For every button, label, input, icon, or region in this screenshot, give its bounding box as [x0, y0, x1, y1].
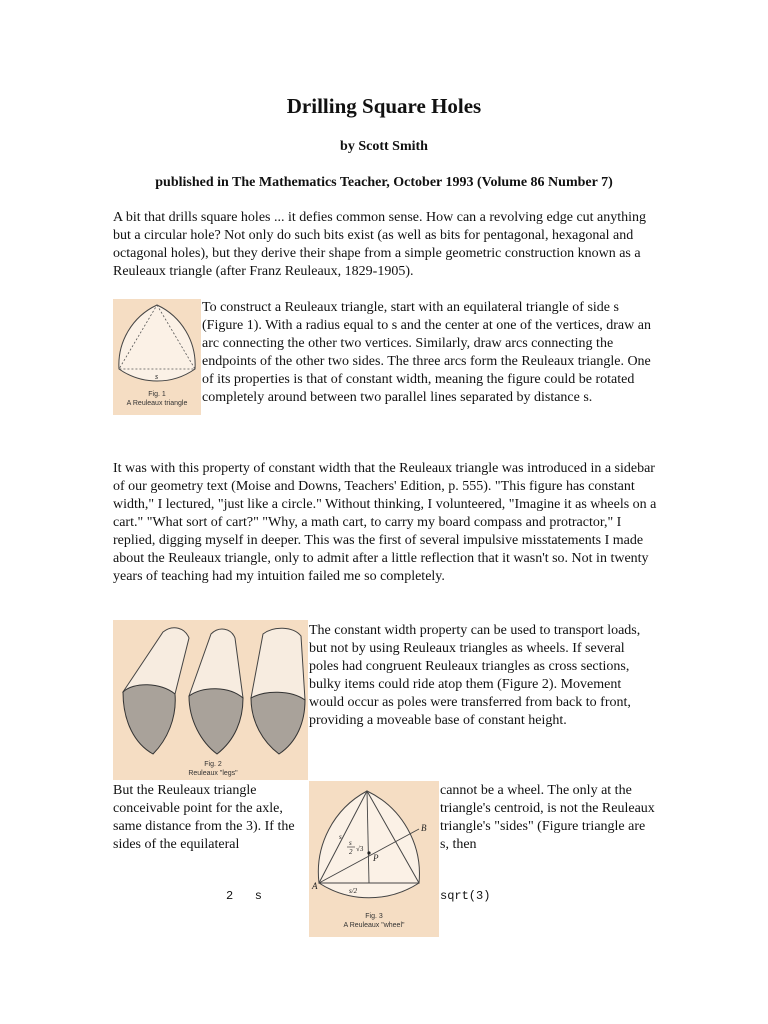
figure-3-height-radical: √3 [356, 845, 364, 853]
figure-3-reuleaux-wheel [309, 781, 439, 937]
figure-3-label-s: s [339, 833, 342, 841]
figure-1-caption: A Reuleaux triangle [126, 400, 188, 407]
figure-3-label-b: B [421, 823, 427, 833]
figure-3-caption-number: Fig. 3 [365, 913, 383, 920]
figure-2-caption: Reuleaux "legs" [188, 770, 238, 777]
byline: by Scott Smith [340, 139, 428, 154]
wheel-paragraph-right: cannot be a wheel. The only at the triangle's centroid, is not the Reuleaux triangle's "sides" (Figure triangle are s, then [440, 783, 655, 852]
page-title: Drilling Square Holes [286, 94, 482, 118]
figure-3-label-a: A [312, 881, 318, 891]
figure-1-caption-number: Fig. 1 [148, 391, 166, 398]
figure-1-label-s: s [155, 372, 159, 381]
figure-3-label-half: s/2 [349, 887, 358, 895]
figure-1-reuleaux-triangle [113, 299, 201, 415]
figure-3-label-p: P [373, 853, 379, 863]
figure-2-reuleaux-legs [113, 620, 308, 780]
formula-numerator-left: 2 s [226, 889, 263, 903]
figure-3-height-numerator: s [349, 839, 352, 847]
intro-paragraph: A bit that drills square holes ... it defies common sense. How can a revolving edge cut anything but a circular hole? Not only do such bits exist (as well as bits for pentagonal, hexagonal and octagonal holes), but they derive their shape from a simple geometric construction known as a Reuleaux triangle (after Franz Reuleaux, 1829-1905). [113, 210, 647, 279]
formula-sqrt3: sqrt(3) [440, 889, 491, 903]
publication-info: published in The Mathematics Teacher, October 1993 (Volume 86 Number 7) [155, 175, 613, 190]
figure-2-caption-number: Fig. 2 [204, 761, 222, 768]
transport-paragraph: The constant width property can be used to transport loads, but not by using Reuleaux triangles as wheels. If several poles had congruent Reuleaux triangles as cross sections, bulky items could ride atop them (Figure 2). Movement would occur as poles were transferred from back to front, providing a moveable base of constant height. [309, 623, 641, 728]
construction-paragraph: To construct a Reuleaux triangle, start with an equilateral triangle of side s (Figure 1). With a radius equal to s and the center at one of the vertices, draw an arc connecting the other two vertices. Similarly, draw arcs connecting the endpoints of the other two sides. The three arcs form the Reuleaux triangle. One of its properties is that of constant width, meaning the figure could be rotated completely around between two parallel lines separated by distance s. [202, 300, 651, 405]
constant-width-paragraph: It was with this property of constant width that the Reuleaux triangle was introduced in a sidebar of our geometry text (Moise and Downs, Teachers' Edition, p. 555). "This figure has constant width," I lectured, "just like a circle." Without thinking, I volunteered, "Imagine it as wheels on a cart." "What sort of cart?" "Why, a math cart, to carry my board compass and protractor," I replied, digging myself in deeper. This was the first of several impulsive misstatements I made about the Reuleaux triangle, only to admit after a little reflection that it wasn't so. Not in twenty years of teaching had my intuition failed me so completely. [113, 461, 657, 584]
wheel-paragraph-left: But the Reuleaux triangle conceivable point for the axle, same distance from the 3). If the sides of the equilateral [113, 783, 295, 852]
figure-3-height-denominator: 2 [349, 848, 353, 856]
figure-3-caption: A Reuleaux "wheel" [343, 922, 405, 929]
